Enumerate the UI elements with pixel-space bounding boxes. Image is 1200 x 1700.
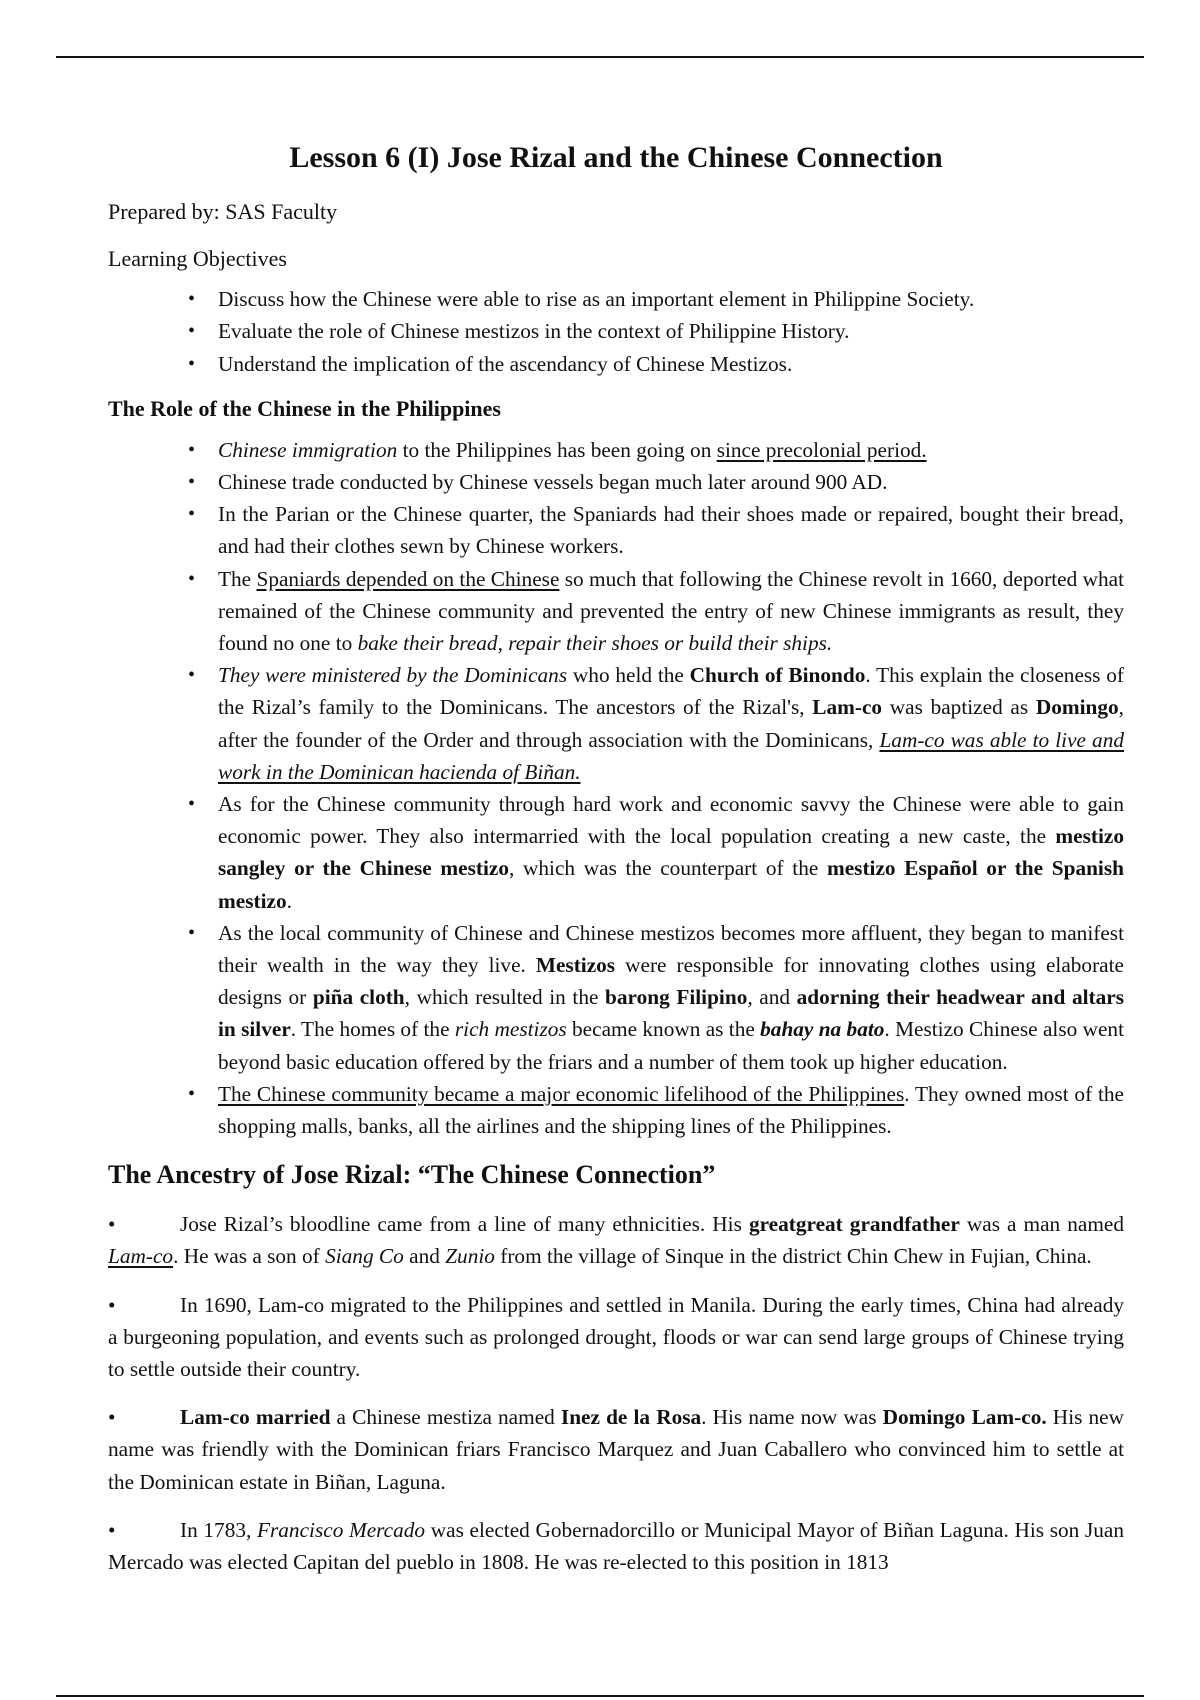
bold-text: mestizo sangley or the Chinese mestizo (218, 824, 1124, 881)
ancestry-paragraph (108, 1289, 1124, 1386)
role-item (218, 659, 1124, 788)
objective-item: • Understand the implication of the ascendancy of Chinese Mestizos. (218, 348, 1124, 380)
section-heading-role: The Role of the Chinese in the Philippines (108, 395, 501, 421)
body-text: , after the founder of the Order and through association with the Dominicans, (218, 695, 1124, 752)
emphasis-text: Francisco Mercado (256, 1517, 426, 1542)
body-text: were responsible for innovating clothes using elaborate designs or (218, 953, 1124, 1010)
bold-text: Church of Binondo (689, 663, 866, 688)
bullet-glyph: • (108, 1212, 116, 1237)
body-text: As the local community of Chinese and Chinese mestizos becomes more affluent, they began to manifest their wealth in the way they live. (218, 920, 1124, 978)
objectives-heading: Learning Objectives (108, 245, 287, 271)
role-item (218, 434, 1124, 466)
bold-text: adorning their headwear and altars in silver (218, 985, 1124, 1042)
bold-text: Lam-co (812, 695, 883, 720)
body-text: so much that following the Chinese revolt in 1660, deported what remained of the Chinese community and prevented the entry of new Chinese immigrants as result, they found no one to (218, 566, 1124, 656)
bold-text: Domingo Lam-co. (882, 1405, 1047, 1430)
body-text: a Chinese mestiza named (330, 1405, 561, 1430)
body-text: who held the (567, 663, 690, 688)
section-heading-ancestry: The Ancestry of Jose Rizal: “The Chinese Connection” (108, 1160, 716, 1190)
body-text: was baptized as (882, 695, 1036, 720)
role-item (218, 563, 1124, 660)
document-page (108, 140, 1124, 1594)
body-text: In 1690, Lam-co migrated to the Philippines and settled in Manila. During the early times, China had already a burgeoning population, and events such as prolonged drought, floods or war can send large groups of Chinese trying to settle outside their country. (108, 1292, 1124, 1382)
body-text: The (218, 566, 257, 591)
page-title: Lesson 6 (I) Jose Rizal and the Chinese Connection (289, 141, 943, 174)
emphasis-text: They were ministered by the Dominicans (218, 663, 568, 688)
bold-text: Mestizos (535, 953, 616, 978)
role-list (108, 434, 1124, 1142)
bullet-glyph: • (108, 1517, 116, 1542)
role-item: • In the Parian or the Chinese quarter, the Spaniards had their shoes made or repaired, bought their bread, and had their clothes sewn by Chinese workers. (218, 498, 1124, 562)
body-text: to the Philippines has been going on (397, 437, 717, 462)
bold-text: greatgreat grandfather (748, 1212, 960, 1237)
underlined-text: Spaniards depended on the Chinese (256, 566, 560, 591)
body-text: His new name was friendly with the Dominican friars Francisco Marquez and Juan Caballero who convinced him to settle at the Dominican estate in Biñan, Laguna. (108, 1405, 1125, 1494)
body-text: and (403, 1244, 446, 1269)
body-text: became known as the (566, 1017, 761, 1042)
bold-emphasis-text: bahay na bato (760, 1017, 885, 1042)
emphasis-text: Zunio (445, 1244, 501, 1269)
ancestry-paragraph (108, 1208, 1124, 1272)
bottom-rule (56, 1695, 1144, 1697)
role-item (218, 1078, 1124, 1142)
underlined-emphasis-text: Lam-co was able to live and work in the Dominican hacienda of Biñan. (218, 727, 1124, 784)
ancestry-paragraph (108, 1514, 1124, 1578)
body-text: . He was a son of (173, 1244, 326, 1269)
role-item (218, 788, 1124, 917)
bold-text: Lam-co married (180, 1405, 331, 1430)
underlined-emphasis-text: Lam-co (108, 1244, 174, 1269)
bold-text: mestizo Español or the Spanish mestizo (218, 856, 1124, 913)
body-text: , which resulted in the (404, 985, 606, 1010)
objective-item: • Discuss how the Chinese were able to rise as an important element in Philippine Society. (218, 283, 1124, 315)
body-text: . The homes of the (290, 1017, 455, 1042)
role-item (218, 917, 1124, 1078)
bold-text: piña cloth (312, 985, 405, 1010)
emphasis-text: Chinese immigration (218, 437, 398, 462)
bold-text: Inez de la Rosa (560, 1405, 702, 1430)
body-text: was a man named (959, 1212, 1124, 1237)
body-text: . This explain the closeness of the Rizal’s family to the Dominicans. The ancestors of the Rizal's, (218, 663, 1125, 720)
body-text: . They owned most of the shopping malls, banks, all the airlines and the shipping lines of the Philippines. (218, 1081, 1125, 1139)
emphasis-text: Siang Co (325, 1244, 404, 1269)
body-text: was elected Gobernadorcillo or Municipal Mayor of Biñan Laguna. His son Juan Mercado was elected Capitan del pueblo in 1808. He was re-elected to this position in 1813 (108, 1517, 1125, 1575)
body-text: As for the Chinese community through hard work and economic savvy the Chinese were able to gain economic power. They also intermarried with the local population creating a new caste, the (218, 792, 1124, 849)
prepared-by: Prepared by: SAS Faculty (108, 199, 338, 224)
emphasis-text: bake their bread, repair their shoes or build their ships. (357, 631, 833, 656)
objective-item: • Evaluate the role of Chinese mestizos in the context of Philippine History. (218, 315, 1124, 347)
objectives-list (108, 283, 1124, 380)
bullet-glyph: • (108, 1405, 116, 1430)
role-item: • Chinese trade conducted by Chinese vessels began much later around 900 AD. (218, 466, 1124, 498)
body-text: . Mestizo Chinese also went beyond basic education offered by the friars and a number of them took up higher education. (218, 1017, 1124, 1074)
body-text: , which was the counterpart of the (509, 856, 827, 881)
emphasis-text: rich mestizos (454, 1017, 567, 1042)
underlined-text: since precolonial period. (716, 437, 927, 462)
body-text: Jose Rizal’s bloodline came from a line of many ethnicities. His (180, 1212, 749, 1237)
body-text: . (286, 888, 292, 913)
bold-text: barong Filipino (605, 985, 748, 1010)
body-text: In 1783, (180, 1517, 257, 1542)
bullet-glyph: • (108, 1292, 116, 1317)
body-text: . His name now was (701, 1405, 883, 1430)
bold-text: Domingo (1035, 695, 1119, 720)
body-text: , and (747, 985, 797, 1010)
underlined-text: The Chinese community became a major economic lifelihood of the Philippines (218, 1081, 905, 1106)
body-text: from the village of Sinque in the district Chin Chew in Fujian, China. (500, 1244, 1092, 1269)
ancestry-paragraph (108, 1401, 1124, 1498)
